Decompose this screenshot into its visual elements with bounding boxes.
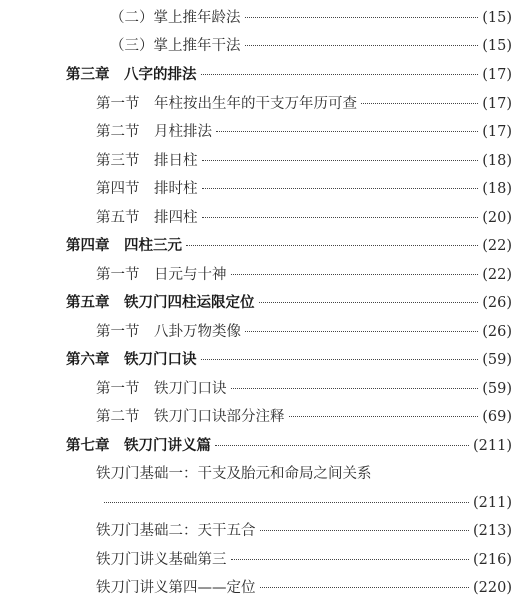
toc-page-number: (211) xyxy=(473,495,512,511)
toc-entry-section xyxy=(110,7,512,29)
toc-entry-label: 第三节 排日柱 xyxy=(96,153,198,169)
toc-entry-label: 铁刀门讲义基础第三 xyxy=(96,552,227,568)
dot-leader xyxy=(245,331,478,332)
toc-entry-label: 铁刀门基础二：天干五合 xyxy=(96,523,256,539)
dot-leader xyxy=(289,416,479,417)
toc-page-number: (15) xyxy=(482,10,512,26)
toc-page-number: (17) xyxy=(482,67,512,83)
toc-entry-chapter xyxy=(66,349,512,371)
dot-leader xyxy=(231,388,479,389)
toc-entry-label: 第五章 铁刀门四柱运限定位 xyxy=(66,294,255,311)
toc-entry-section xyxy=(96,406,512,428)
toc-entry-label: 第一节 铁刀门口诀 xyxy=(96,381,227,397)
toc-page-number: (59) xyxy=(482,352,512,368)
dot-leader xyxy=(201,74,479,75)
toc-entry-section xyxy=(96,121,512,143)
toc-entry-chapter xyxy=(66,64,512,86)
toc-page-number: (220) xyxy=(473,580,512,596)
toc-page-number: (22) xyxy=(482,238,512,254)
toc-entry-label: （二）掌上推年龄法 xyxy=(110,10,241,26)
toc-entry-wrapped-leader xyxy=(96,492,512,514)
toc-page-number: (216) xyxy=(473,552,512,568)
toc-entry-wrapped-label xyxy=(96,463,512,485)
dot-leader xyxy=(361,103,478,104)
dot-leader xyxy=(260,530,470,531)
dot-leader xyxy=(216,131,478,132)
toc-page-number: (26) xyxy=(482,295,512,311)
toc-entry-section xyxy=(96,520,512,542)
toc-page-number: (17) xyxy=(482,124,512,140)
dot-leader xyxy=(202,217,479,218)
toc-entry-label: 第二节 铁刀门口诀部分注释 xyxy=(96,409,285,425)
toc-page-number: (17) xyxy=(482,96,512,112)
dot-leader xyxy=(231,274,479,275)
toc-entry-section xyxy=(96,549,512,571)
toc-entry-label: 铁刀门讲义第四——定位 xyxy=(96,580,256,596)
toc-entry-chapter xyxy=(66,292,512,314)
dot-leader xyxy=(202,188,479,189)
toc-entry-section xyxy=(110,35,512,57)
dot-leader xyxy=(201,359,479,360)
toc-entry-label: 第一节 年柱按出生年的干支万年历可查 xyxy=(96,96,357,112)
toc-entry-label: 第六章 铁刀门口诀 xyxy=(66,351,197,368)
dot-leader xyxy=(245,45,479,46)
toc-page-number: (18) xyxy=(482,153,512,169)
toc-entry-section xyxy=(96,207,512,229)
toc-page-number: (15) xyxy=(482,38,512,54)
toc-entry-section xyxy=(96,93,512,115)
toc-entry-chapter xyxy=(66,235,512,257)
toc-page-number: (213) xyxy=(473,523,512,539)
toc-entry-label: 第三章 八字的排法 xyxy=(66,66,197,83)
toc-entry-label: 第一节 八卦万物类像 xyxy=(96,324,241,340)
toc-entry-section xyxy=(96,178,512,200)
toc-entry-label: 第二节 月柱排法 xyxy=(96,124,212,140)
toc-entry-label: （三）掌上推年干法 xyxy=(110,38,241,54)
dot-leader xyxy=(260,587,470,588)
toc-entry-chapter xyxy=(66,435,512,457)
toc-entry-label: 第四章 四柱三元 xyxy=(66,237,182,254)
toc-entry-section xyxy=(96,321,512,343)
toc-page-number: (22) xyxy=(482,267,512,283)
dot-leader xyxy=(231,559,470,560)
dot-leader xyxy=(259,302,479,303)
dot-leader xyxy=(202,160,479,161)
toc-page-number: (26) xyxy=(482,324,512,340)
toc-page-number: (59) xyxy=(482,381,512,397)
dot-leader xyxy=(215,445,469,446)
toc-entry-section xyxy=(96,378,512,400)
toc-page-number: (20) xyxy=(482,210,512,226)
toc-entry-section xyxy=(96,577,512,599)
toc-entry-label: 第七章 铁刀门讲义篇 xyxy=(66,437,211,454)
toc-entry-label: 第一节 日元与十神 xyxy=(96,267,227,283)
toc-page-number: (211) xyxy=(473,438,512,454)
toc-entry-section xyxy=(96,264,512,286)
dot-leader xyxy=(186,245,478,246)
toc-page-number: (69) xyxy=(482,409,512,425)
dot-leader xyxy=(104,502,469,503)
toc-entry-section xyxy=(96,150,512,172)
toc-entry-label: 铁刀门基础一：干支及胎元和命局之间关系 xyxy=(96,466,372,482)
toc-entry-label: 第五节 排四柱 xyxy=(96,210,198,226)
toc-page-number: (18) xyxy=(482,181,512,197)
dot-leader xyxy=(245,17,479,18)
toc-entry-label: 第四节 排时柱 xyxy=(96,181,198,197)
